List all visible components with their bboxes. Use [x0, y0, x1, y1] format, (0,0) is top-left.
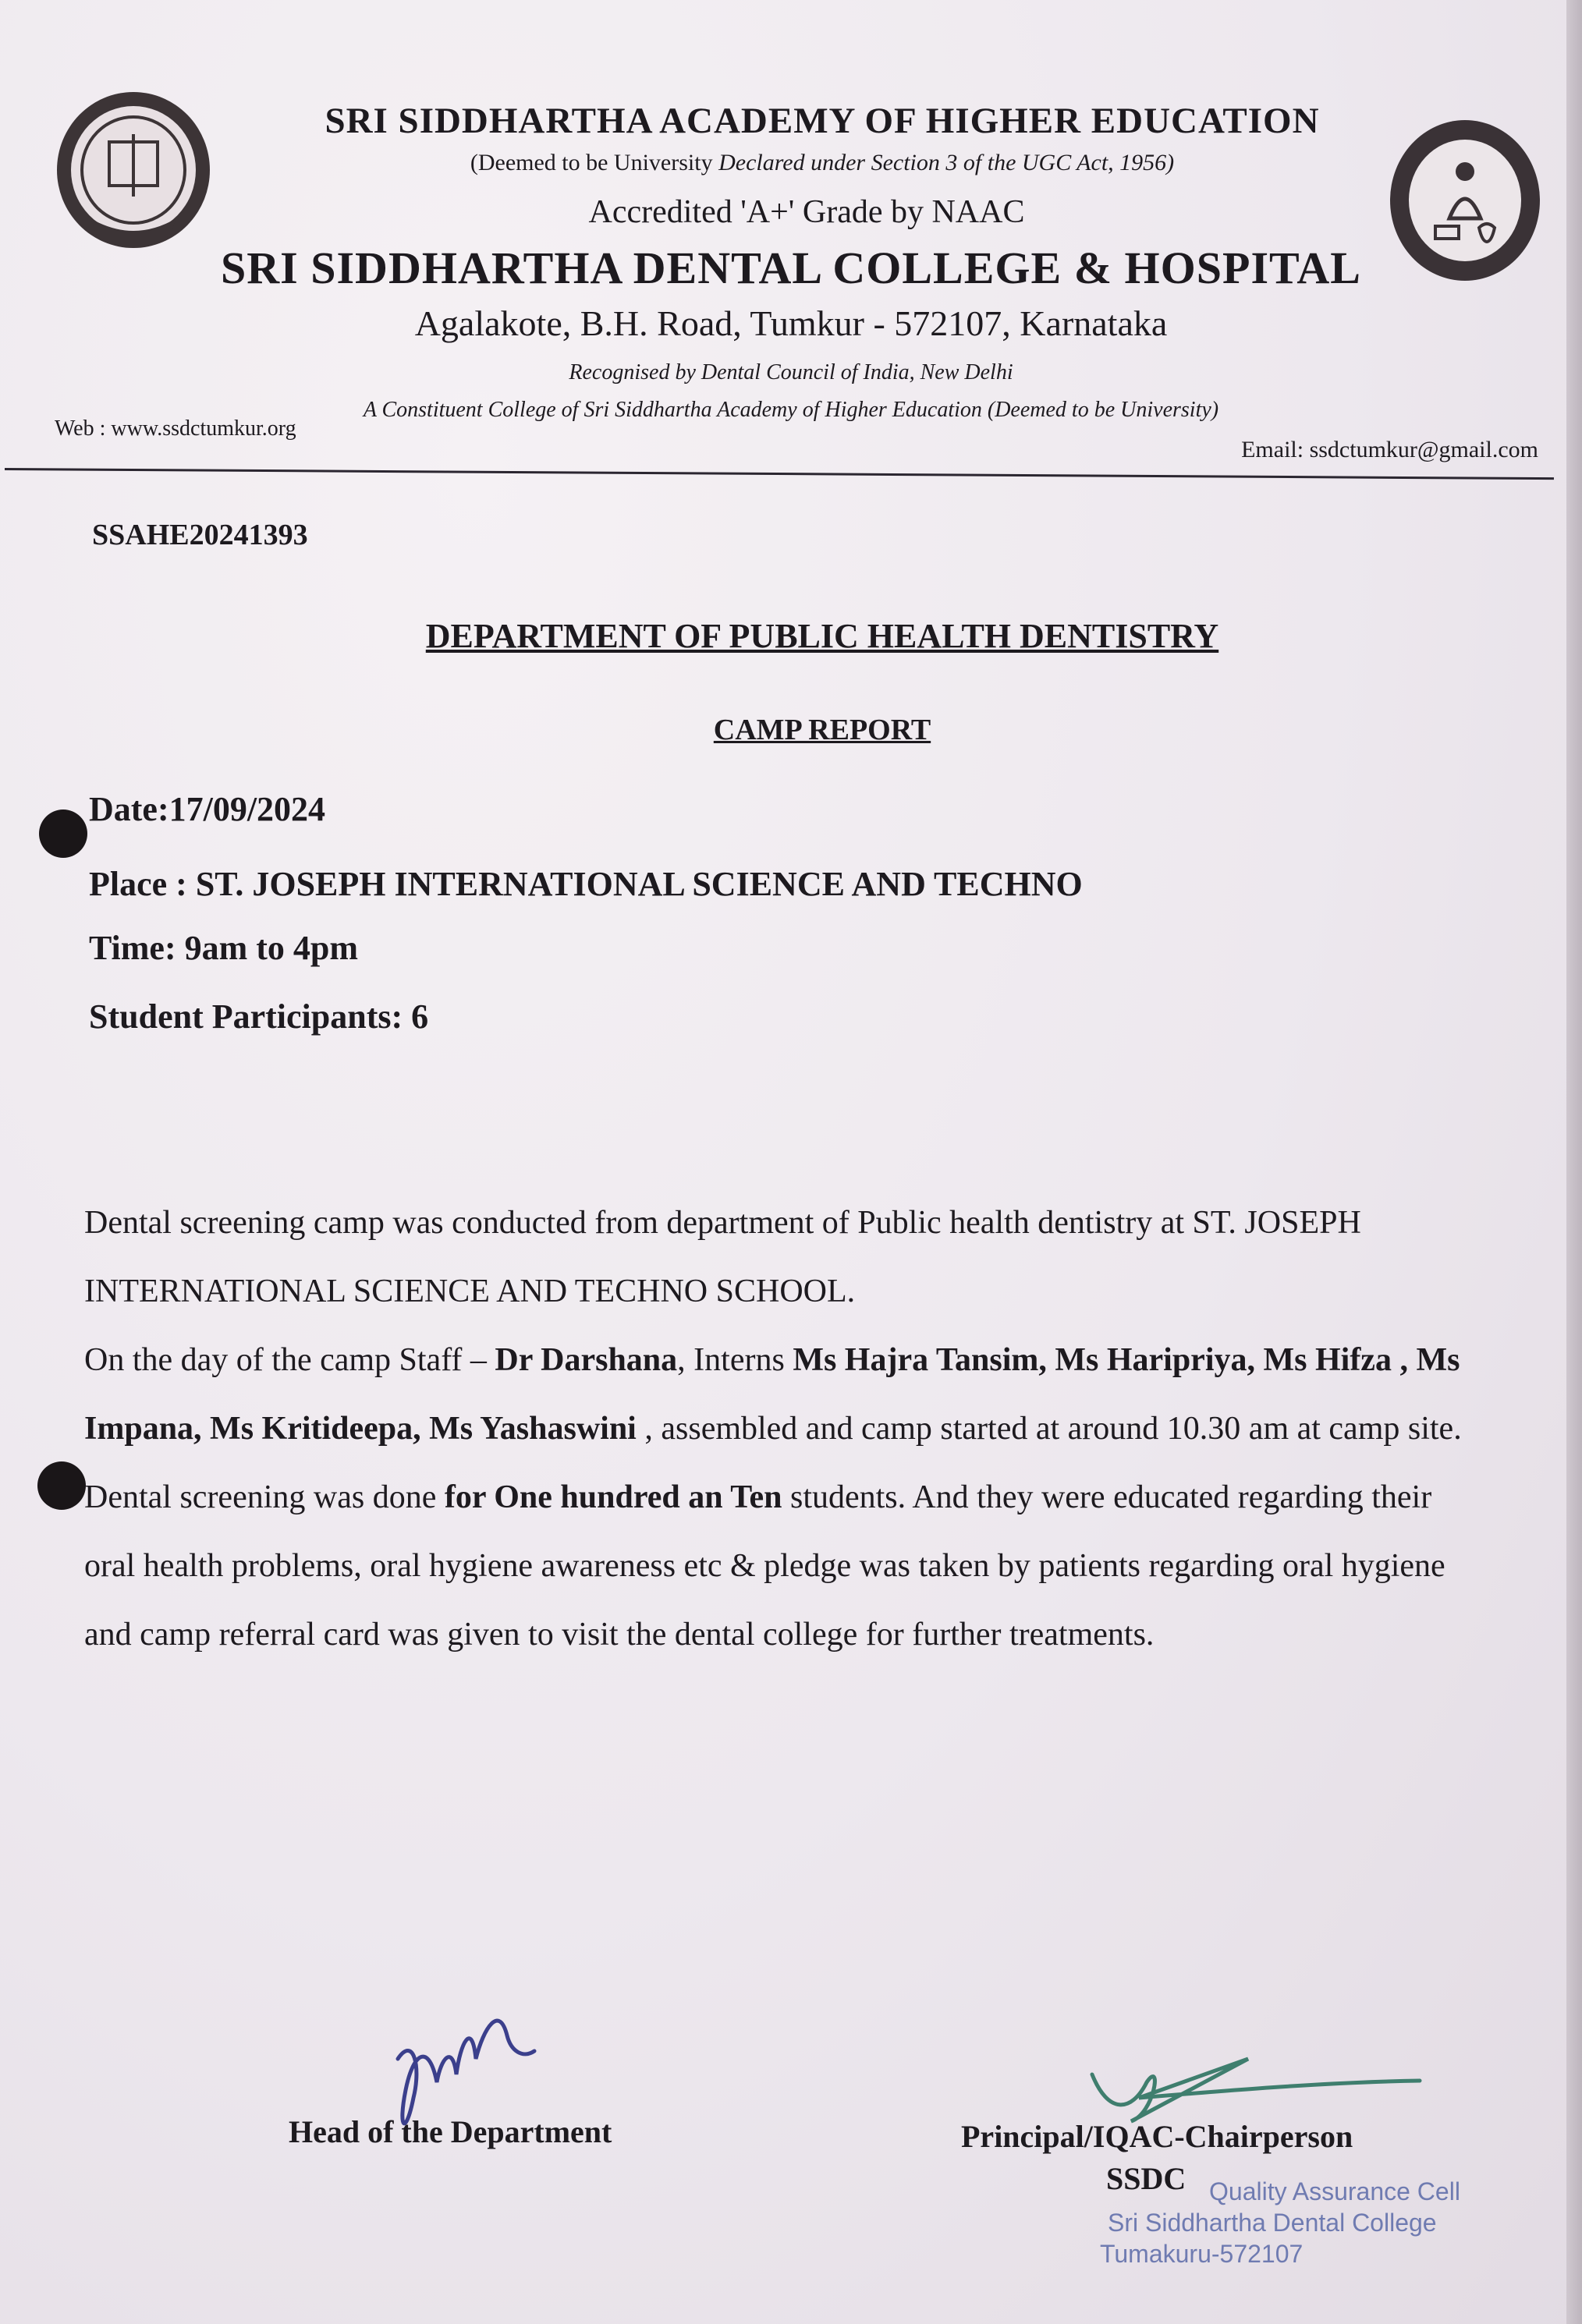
college-address: Agalakote, B.H. Road, Tumkur - 572107, Karnataka — [414, 303, 1168, 343]
punch-hole — [39, 810, 87, 858]
website-link[interactable]: Web : www.ssdctumkur.org — [55, 416, 296, 441]
constituent-note: A Constituent College of Sri Siddhartha Academy of Higher Education (Deemed to be University) — [363, 398, 1219, 422]
paragraph-2-a: On the day of the camp Staff – — [84, 1342, 495, 1378]
stamp-line-2: Sri Siddhartha Dental College — [1108, 2209, 1437, 2237]
camp-date: Date:17/09/2024 — [89, 790, 326, 828]
paragraph-2-d: students. And they were educated regarding their oral health problems, oral hygiene awareness etc & pledge was taken by patients regarding oral hygiene and camp referral card was given to visit the dental college for further treatments. — [84, 1479, 1445, 1653]
camp-time: Time: 9am to 4pm — [89, 929, 359, 967]
student-participants: Student Participants: 6 — [89, 997, 429, 1036]
naac-accreditation: Accredited 'A+' Grade by NAAC — [588, 194, 1025, 230]
hod-label: Head of the Department — [289, 2114, 612, 2149]
deemed-university-note — [31, 150, 1582, 176]
report-body — [84, 1189, 1481, 1669]
ssdc-label: SSDC — [1106, 2161, 1186, 2196]
college-name: SRI SIDDHARTHA DENTAL COLLEGE & HOSPITAL — [221, 243, 1361, 293]
recognition-note: Recognised by Dental Council of India, New Delhi — [569, 360, 1013, 384]
paragraph-1: Dental screening camp was conducted from department of Public health dentistry at ST. JOSEPH INTERNATIONAL SCIENCE AND TECHNO SCHOOL. — [84, 1205, 1361, 1309]
punch-hole — [37, 1461, 86, 1510]
deemed-prefix: (Deemed to be University — [470, 150, 719, 175]
paragraph-2-b: , Interns — [677, 1342, 793, 1378]
deemed-italic: Declared under Section 3 of the UGC Act, 1956) — [718, 150, 1175, 175]
intern-names: Ms Hajra Tansim, Ms Haripriya, Ms Hifza , Ms Impana, Ms Kritideepa, Ms Yashaswini — [84, 1342, 1460, 1447]
principal-label: Principal/IQAC-Chairperson — [961, 2119, 1353, 2154]
screening-count: for One hundred an Ten — [444, 1479, 782, 1515]
camp-place: Place : ST. JOSEPH INTERNATIONAL SCIENCE AND TECHNO — [89, 865, 1083, 903]
report-title: CAMP REPORT — [713, 714, 931, 746]
reference-number: SSAHE20241393 — [92, 519, 308, 551]
department-title: DEPARTMENT OF PUBLIC HEALTH DENTISTRY — [425, 617, 1219, 655]
page-edge-shadow — [1566, 0, 1582, 2324]
university-name: SRI SIDDHARTHA ACADEMY OF HIGHER EDUCATION — [325, 101, 1320, 141]
stamp-line-3: Tumakuru-572107 — [1100, 2240, 1304, 2268]
staff-name: Dr Darshana — [495, 1342, 678, 1378]
stamp-line-1: Quality Assurance Cell — [1209, 2177, 1460, 2205]
email-link[interactable]: Email: ssdctumkur@gmail.com — [1241, 437, 1538, 462]
quality-assurance-stamp — [1092, 2176, 1529, 2293]
paragraph-2-c: , assembled and camp started at around 10.30 am at camp site. Dental screening was done — [84, 1411, 1462, 1515]
